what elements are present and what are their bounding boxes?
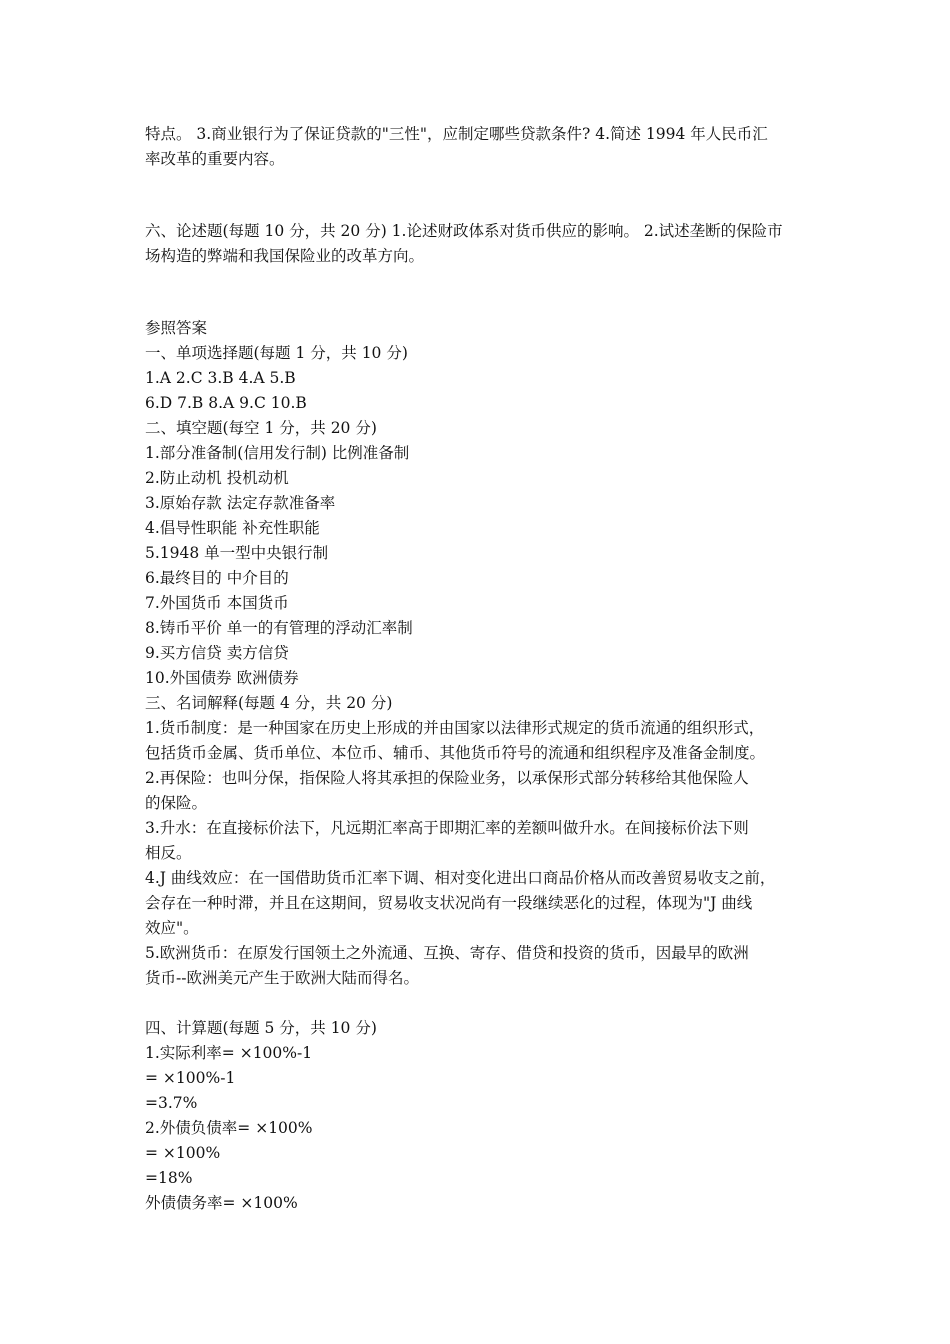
section-heading: 三、名词解释(每题 4 分，共 20 分): [145, 694, 393, 712]
text-line: 1.部分准备制(信用发行制) 比例准备制: [145, 444, 410, 462]
text-line: 5.1948 单一型中央银行制: [145, 544, 329, 562]
text-line: 1.货币制度：是一种国家在历史上形成的并由国家以法律形式规定的货币流通的组织形式，: [145, 719, 765, 737]
text-line: 的保险。: [145, 794, 208, 812]
intro-paragraph: [145, 122, 815, 172]
text-line: 效应"。: [145, 919, 199, 937]
calculation-section: [145, 1016, 815, 1216]
text-line: 2.外债负债率= ×100%: [145, 1119, 313, 1137]
answer-heading: 参照答案: [145, 319, 208, 337]
text-line: =18%: [145, 1169, 193, 1187]
text-line: 外债债务率= ×100%: [145, 1194, 298, 1212]
text-line: 2.再保险：也叫分保，指保险人将其承担的保险业务，以承保形式部分转移给其他保险人: [145, 769, 749, 787]
text-line: 相反。: [145, 844, 192, 862]
text-line: 率改革的重要内容。: [145, 150, 285, 168]
text-line: =3.7%: [145, 1094, 198, 1112]
text-line: 4.J 曲线效应：在一国借助货币汇率下调、相对变化进出口商品价格从而改善贸易收支之前，: [145, 869, 776, 887]
essay-question-paragraph: [145, 219, 815, 269]
text-line: 1.实际利率= ×100%-1: [145, 1044, 313, 1062]
text-line: 8.铸币平价 单一的有管理的浮动汇率制: [145, 619, 413, 637]
text-line: 3.升水：在直接标价法下，凡远期汇率高于即期汇率的差额叫做升水。在间接标价法下则: [145, 819, 749, 837]
document-page: [145, 122, 815, 1216]
text-line: = ×100%: [145, 1144, 221, 1162]
spacer: [145, 172, 815, 219]
text-line: = ×100%-1: [145, 1069, 236, 1087]
spacer: [145, 991, 815, 1016]
text-line: 6.D 7.B 8.A 9.C 10.B: [145, 394, 307, 412]
text-line: 1.A 2.C 3.B 4.A 5.B: [145, 369, 296, 387]
spacer: [145, 269, 815, 316]
text-line: 9.买方信贷 卖方信贷: [145, 644, 289, 662]
section-heading: 二、填空题(每空 1 分，共 20 分): [145, 419, 377, 437]
text-line: 3.原始存款 法定存款准备率: [145, 494, 336, 512]
text-line: 4.倡导性职能 补充性职能: [145, 519, 320, 537]
answer-section: [145, 316, 815, 991]
section-heading: 四、计算题(每题 5 分，共 10 分): [145, 1019, 377, 1037]
text-line: 6.最终目的 中介目的: [145, 569, 289, 587]
text-line: 六、论述题(每题 10 分，共 20 分) 1.论述财政体系对货币供应的影响。 2.试述垄断的保险市: [145, 222, 783, 240]
text-line: 5.欧洲货币：在原发行国领土之外流通、互换、寄存、借贷和投资的货币，因最早的欧洲: [145, 944, 749, 962]
text-line: 2.防止动机 投机动机: [145, 469, 289, 487]
text-line: 包括货币金属、货币单位、本位币、辅币、其他货币符号的流通和组织程序及准备金制度。: [145, 744, 766, 762]
text-line: 特点。 3.商业银行为了保证贷款的"三性"，应制定哪些贷款条件? 4.简述 1994 年人民币汇: [145, 125, 768, 143]
text-line: 7.外国货币 本国货币: [145, 594, 289, 612]
section-heading: 一、单项选择题(每题 1 分，共 10 分): [145, 344, 408, 362]
text-line: 会存在一种时滞，并且在这期间，贸易收支状况尚有一段继续恶化的过程，体现为"J 曲线: [145, 894, 753, 912]
text-line: 场构造的弊端和我国保险业的改革方向。: [145, 247, 425, 265]
text-line: 货币--欧洲美元产生于欧洲大陆而得名。: [145, 969, 419, 987]
text-line: 10.外国债券 欧洲债券: [145, 669, 299, 687]
